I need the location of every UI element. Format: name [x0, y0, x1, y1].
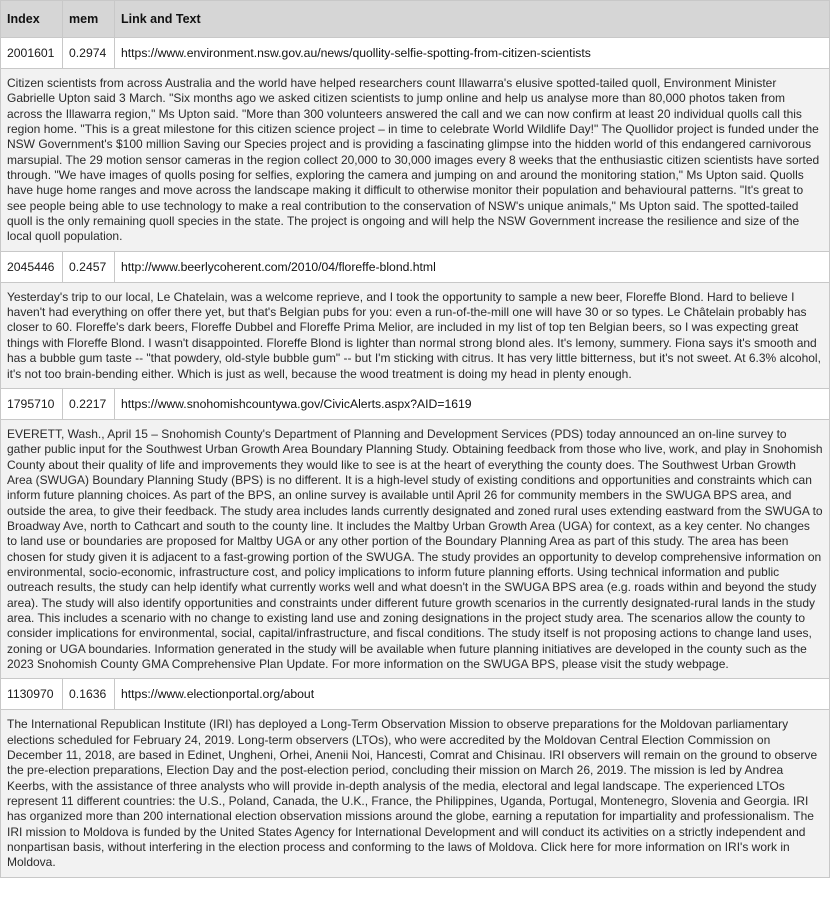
- row-text: Citizen scientists from across Australia and the world have helped researchers count Illawarra's elusive spotted-tailed quoll, Environment Minister Gabrielle Upton said 3 March. "Six months ago we asked citizen scientists to jump online and help us analyse more than 80,000 photos taken from across the Illawarra region," Ms Upton said. "More than 300 volunteers answered the call and we can now confirm at least 20 individual quolls call this region home. "This is a great milestone for this citizen science project – in time to celebrate World Wildlife Day!" The Quollidor project is funded under the NSW Government's $100 million Saving our Species project and is providing a fascinating glimpse into the hidden world of this endangered carnivorous marsupial. The 29 motion sensor cameras in the region collect 20,000 to 30,000 images every 8 weeks that the enthusiastic citizen scientists have sorted through. "We have images of quolls posing for selfies, exploring the camera and jumping on and around the monitoring station," Ms Upton said. Quolls have huge home ranges and move across the landscape making it difficult to otherwise monitor their population and behavioural patterns. "It's great to see people being able to use technology to make a real contribution to the conservation of NSW's unique animals," Ms Upton said. The spotted-tailed quoll is the only remaining quoll species in the state. The project is ongoing and will help the NSW Government increase the resilience and size of the local quoll population.: [1, 69, 830, 252]
- row-index: 2001601: [1, 38, 63, 69]
- row-mem: 0.2457: [63, 251, 115, 282]
- table-row-text: [1, 282, 830, 388]
- row-index: 2045446: [1, 251, 63, 282]
- row-text: EVERETT, Wash., April 15 – Snohomish County's Department of Planning and Development Services (PDS) today announced an on-line survey to gather public input for the Southwest Urban Growth Area Boundary Planning Study. Obtaining feedback from those who live, work, and play in Snohomish County about their quality of life and improvements they would like to see is at the heart of everything the county does. The Southwest Urban Growth Area (SWUGA) Boundary Planning Study (BPS) is no different. It is a high-level study of existing conditions and opportunities and constraints which can inform future planning choices. As part of the BPS, an online survey is available until April 26 for community members in the SWUGA BPS area, and outside the area, to give their feedback. The study area includes lands currently designated and zoned rural uses extending eastward from the SWUGA to Broadway Ave, north to Cathcart and south to the county line. It includes the Maltby Urban Growth Area (UGA) for context, as a key center. No changes to land use or boundaries are proposed for Maltby UGA or any other portion of the Boundary Planning Area as part of this study. The area has been chosen for study given it is adjacent to a fast-growing portion of the SWUGA. The study provides an opportunity to develop comprehensive information on environmental, socio-economic, infrastructure cost, and policy implications to inform future planning efforts. Using technical information and public outreach results, the study can help identify what currently works well and what doesn't in the SWUGA BPS area (e.g. roads within and beyond the study area). The study will also identify opportunities and constraints under different future growth scenarios in the currently designated-rural lands in the study area. This includes a scenario with no change to existing land use and zoning designations in the project study area. The scenarios allow the county to consider implications for environmental, social, capital/infrastructure, and fiscal conditions. The study itself is not proposing actions to change land uses, zoning or UGA boundaries. Information generated in the study will be available when future planning initiatives are developed in the county such as the 2023 Snohomish County GMA Comprehensive Plan Update. For more information on the SWUGA BPS, please visit the study webpage.: [1, 419, 830, 679]
- row-index: 1795710: [1, 388, 63, 419]
- row-link[interactable]: https://www.snohomishcountywa.gov/CivicAlerts.aspx?AID=1619: [115, 388, 830, 419]
- header-row: [1, 1, 830, 38]
- table-row-meta: [1, 388, 830, 419]
- row-mem: 0.2974: [63, 38, 115, 69]
- table-row-meta: [1, 679, 830, 710]
- row-mem: 0.2217: [63, 388, 115, 419]
- row-link[interactable]: https://www.environment.nsw.gov.au/news/quollity-selfie-spotting-from-citizen-scientists: [115, 38, 830, 69]
- row-index: 1130970: [1, 679, 63, 710]
- header-mem: mem: [63, 1, 115, 38]
- row-link[interactable]: http://www.beerlycoherent.com/2010/04/floreffe-blond.html: [115, 251, 830, 282]
- table-row-meta: [1, 251, 830, 282]
- row-link[interactable]: https://www.electionportal.org/about: [115, 679, 830, 710]
- table-row-meta: [1, 38, 830, 69]
- table-row-text: [1, 69, 830, 252]
- table-row-text: [1, 419, 830, 679]
- header-index: Index: [1, 1, 63, 38]
- row-mem: 0.1636: [63, 679, 115, 710]
- row-text: Yesterday's trip to our local, Le Chatelain, was a welcome reprieve, and I took the opportunity to sample a new beer, Floreffe Blond. Hard to believe I haven't had everything on offer there yet, but that's Belgian pubs for you: even a run-of-the-mill one will have 30 or so types. Le Châtelain probably has closer to 60. Floreffe's dark beers, Floreffe Dubbel and Floreffe Prima Melior, are included in my list of top ten Belgian beers, so I was expecting great things with Floreffe Blond. I wasn't disappointed. Floreffe Blond is lighter than normal strong blond ales. It's lemony, summery. Fiona says it's smooth and has a bubble gum taste -- "that powdery, old-style bubble gum" -- but I'm sticking with citrus. It has very little bitterness, but it's not sweet. At 6.3% alcohol, it's not too brain-bending either. Which is just as well, because the wood treatment is doing my head in plenty enough.: [1, 282, 830, 388]
- table-row-text: [1, 710, 830, 877]
- row-text: The International Republican Institute (IRI) has deployed a Long-Term Observation Mission to observe preparations for the Moldovan parliamentary elections scheduled for February 24, 2019. Long-term observers (LTOs), who were accredited by the Moldovan Central Election Commission on December 11, 2018, are based in Edinet, Ungheni, Orhei, Anenii Noi, Hancesti, Comrat and Chisinau. IRI observers will remain on the ground to observe the pre-election preparations, Election Day and the post-election period, concluding their mission on March 26, 2019. The mission is led by Andrea Keerbs, with the assistance of three analysts who will provide in-depth analysis of the media, electoral and legal landscape. The experienced LTOs represent 11 different countries: the U.S., Poland, Canada, the U.K., France, the Philippines, Uganda, Portugal, Montenegro, Slovenia and Georgia. IRI has organized more than 200 international election observation missions around the globe, earning a reputation for impartiality and professionalism. The IRI mission to Moldova is funded by the United States Agency for International Development and will conduct its activities on a strictly independent and nonpartisan basis, without interfering in the election process and conforming to the laws of Moldova. Click here for more information on IRI's work in Moldova.: [1, 710, 830, 877]
- header-link-and-text: Link and Text: [115, 1, 830, 38]
